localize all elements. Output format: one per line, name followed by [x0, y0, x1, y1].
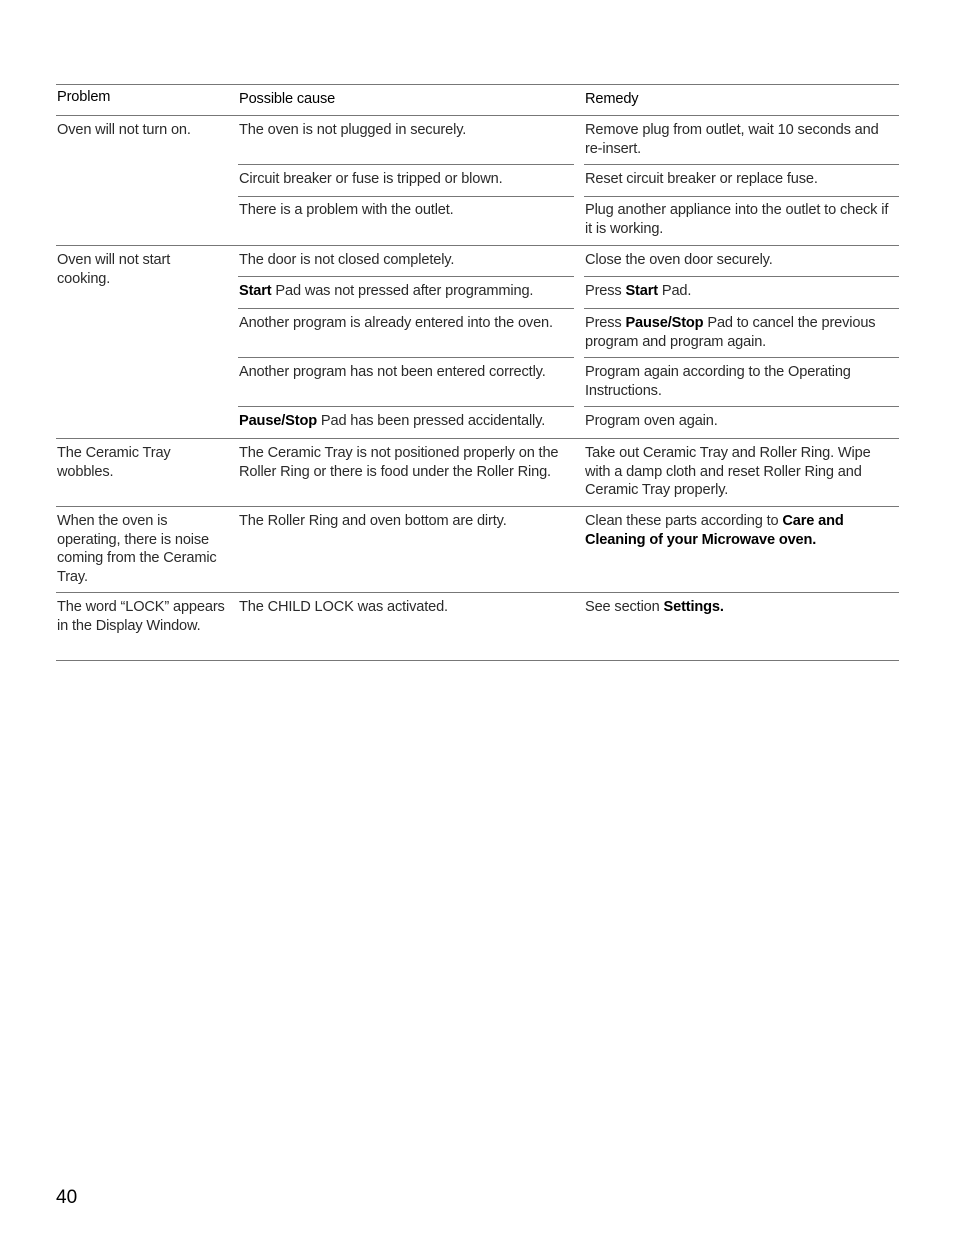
remedy-cell: Press Start Pad.	[585, 283, 692, 299]
settings-reference: Settings.	[663, 599, 724, 615]
row-rule	[238, 164, 574, 165]
row-rule	[584, 196, 899, 197]
header-rule	[56, 115, 899, 116]
row-rule	[238, 276, 574, 277]
cause-cell: The door is not closed completely.	[239, 252, 455, 268]
cause-cell: Circuit breaker or fuse is tripped or blown.	[239, 171, 503, 187]
group-rule	[56, 592, 899, 593]
cause-cell: Another program has not been entered correctly.	[239, 364, 546, 380]
care-cleaning-reference: Care and Cleaning of your Microwave oven.	[585, 513, 844, 548]
table-top-rule	[56, 84, 899, 85]
table-bottom-rule	[56, 660, 899, 661]
row-rule	[584, 276, 899, 277]
cause-cell: Pause/Stop Pad has been pressed accidentally.	[239, 413, 546, 429]
start-pad-label: Start	[625, 283, 658, 299]
remedy-cell: Take out Ceramic Tray and Roller Ring. Wipe with a damp cloth and reset Roller Ring and Ceramic Tray properly.	[585, 445, 871, 498]
remedy-cell: Program again according to the Operating Instructions.	[585, 364, 851, 399]
remedy-cell: See section Settings.	[585, 599, 724, 615]
cause-cell: The CHILD LOCK was activated.	[239, 599, 448, 615]
header-cause: Possible cause	[239, 91, 336, 107]
cause-cell: Start Pad was not pressed after programming.	[239, 283, 534, 299]
cause-cell: There is a problem with the outlet.	[239, 202, 454, 218]
group-rule	[56, 438, 899, 439]
row-rule	[238, 406, 574, 407]
cause-cell: Another program is already entered into the oven.	[239, 315, 553, 331]
row-rule	[238, 308, 574, 309]
page-number: 40	[56, 1187, 78, 1208]
problem-cell: When the oven is operating, there is noise coming from the Ceramic Tray.	[57, 513, 217, 585]
pause-stop-pad-label: Pause/Stop	[239, 413, 317, 429]
remedy-cell: Reset circuit breaker or replace fuse.	[585, 171, 818, 187]
remedy-cell: Press Pause/Stop Pad to cancel the previous program and program again.	[585, 315, 876, 350]
remedy-cell: Clean these parts according to Care and Cleaning of your Microwave oven.	[585, 513, 844, 548]
cause-cell: The Ceramic Tray is not positioned properly on the Roller Ring or there is food under the Roller Ring.	[239, 445, 559, 480]
row-rule	[238, 357, 574, 358]
row-rule	[584, 406, 899, 407]
problem-cell: The Ceramic Tray wobbles.	[57, 445, 171, 480]
remedy-cell: Program oven again.	[585, 413, 718, 429]
group-rule	[56, 506, 899, 507]
remedy-cell: Plug another appliance into the outlet to check if it is working.	[585, 202, 889, 237]
row-rule	[238, 196, 574, 197]
cause-cell: The Roller Ring and oven bottom are dirty.	[239, 513, 507, 529]
header-problem: Problem	[57, 89, 111, 105]
remedy-cell: Remove plug from outlet, wait 10 seconds and re-insert.	[585, 122, 879, 157]
start-pad-label: Start	[239, 283, 272, 299]
header-remedy: Remedy	[585, 91, 639, 107]
problem-cell: Oven will not start cooking.	[57, 252, 171, 287]
pause-stop-pad-label: Pause/Stop	[625, 315, 704, 331]
problem-cell: The word “LOCK” appears in the Display Window.	[57, 599, 225, 634]
problem-cell: Oven will not turn on.	[57, 122, 191, 138]
cause-cell: The oven is not plugged in securely.	[239, 122, 467, 138]
row-rule	[584, 164, 899, 165]
row-rule	[584, 308, 899, 309]
remedy-cell: Close the oven door securely.	[585, 252, 773, 268]
group-rule	[56, 245, 899, 246]
row-rule	[584, 357, 899, 358]
